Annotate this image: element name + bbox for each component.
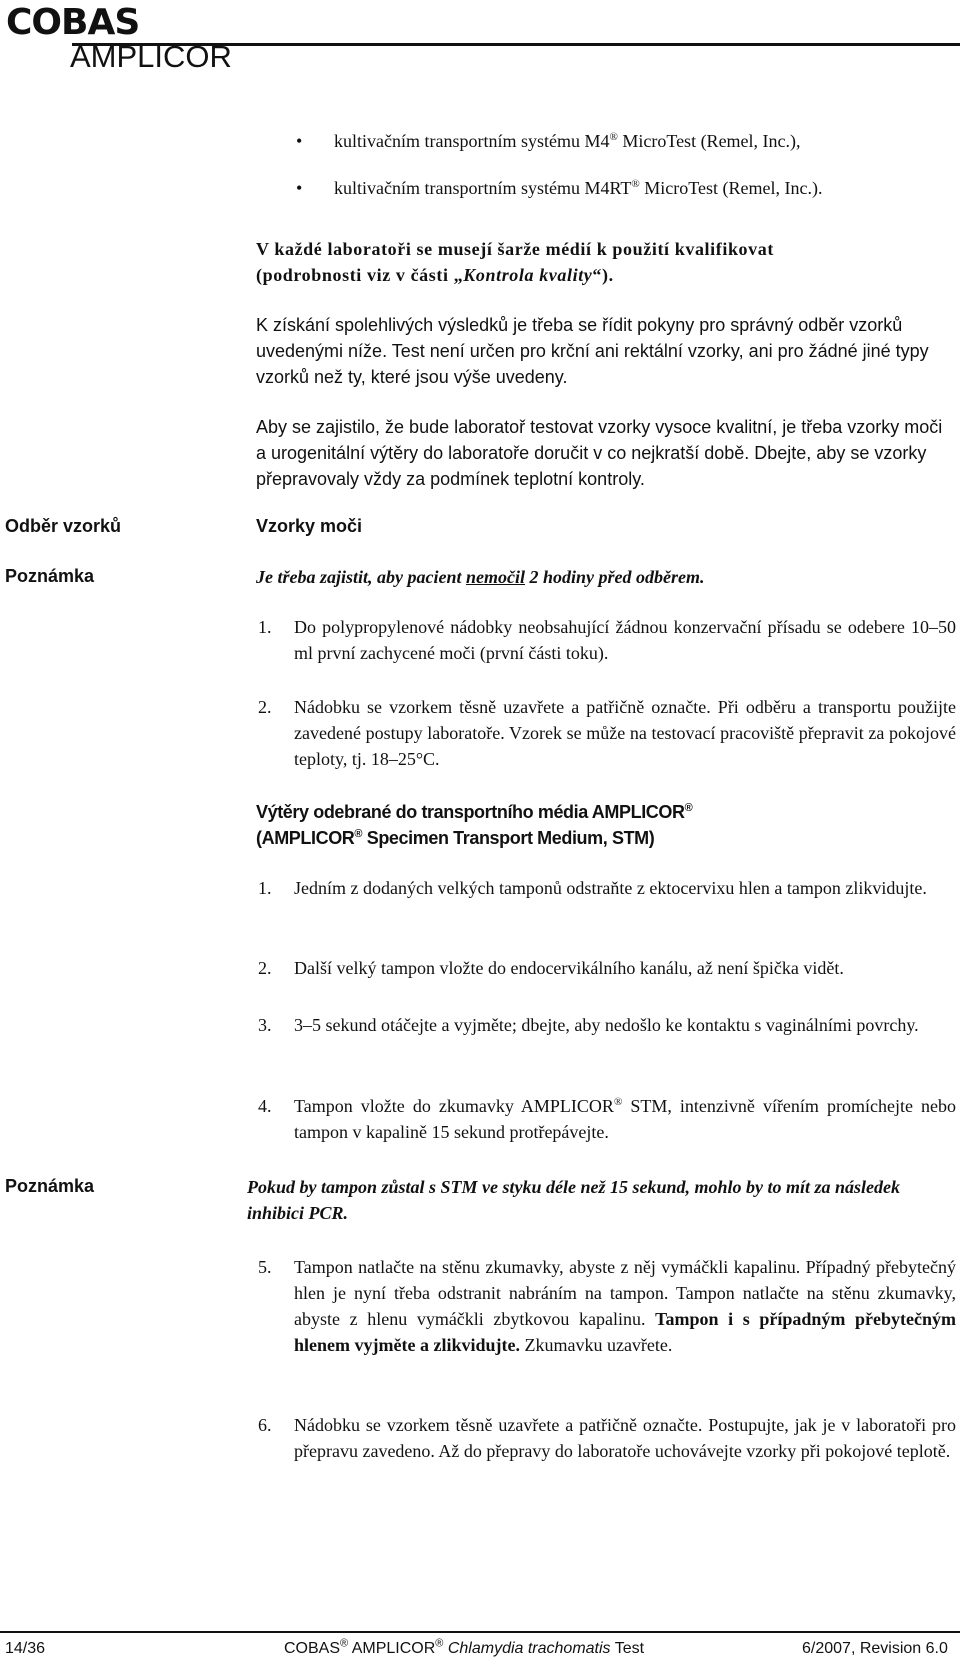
step-number: 3. — [258, 1015, 272, 1035]
step-number: 5. — [258, 1257, 272, 1277]
note-pcr-inhibition: Pokud by tampon zůstal s STM ve styku déle než 15 sekund, mohlo by to mít za následek inhibici PCR. — [247, 1177, 901, 1223]
swab-step: Další velký tampon vložte do endocervikálního kanálu, až není špička vidět. — [294, 958, 844, 978]
note-urine: Je třeba zajistit, aby pacient nemočil 2 hodiny před odběrem. — [256, 567, 705, 587]
cobas-amplicor-logo — [6, 2, 140, 43]
step-number: 1. — [258, 878, 272, 898]
page-number: 14/36 — [5, 1640, 46, 1657]
note-label: Poznámka — [5, 1176, 95, 1196]
qualification-paragraph: V každé laboratoři se musejí šarže médií k použití kvalifikovat (podrobnosti viz v části „Kontrola kvality“). — [256, 239, 774, 285]
logo-amplicor-text: AMPLICOR — [70, 39, 232, 74]
product-name: COBAS® AMPLICOR® Chlamydia trachomatis Test — [284, 1637, 645, 1657]
footer-rule — [0, 1631, 960, 1633]
urine-step: Do polypropylenové nádobky neobsahující žádnou konzervační přísadu se odebere 10–50 ml první zachycené moči (první části toku). — [294, 617, 956, 663]
reliable-results-paragraph: K získání spolehlivých výsledků je třeba se řídit pokyny pro správný odběr vzorků uvedenými níže. Test není určen pro krční ani rektální vzorky, ani pro žádné jiné typy vzorků než ty, které jsou výše uvedeny. — [256, 315, 929, 387]
swab-step: Jedním z dodaných velkých tamponů odstraňte z ektocervixu hlen a tampon zlikvidujte. — [294, 878, 927, 898]
step-number: 1. — [258, 617, 272, 637]
swab-step: 3–5 sekund otáčejte a vyjměte; dbejte, aby nedošlo ke kontaktu s vaginálními povrchy. — [294, 1015, 919, 1035]
bullet-glyph: • — [296, 131, 303, 151]
logo-cobas-text: COBAS — [6, 2, 140, 43]
revision: 6/2007, Revision 6.0 — [802, 1640, 948, 1657]
side-heading-specimen-collection: Odběr vzorků — [5, 516, 122, 536]
transport-paragraph: Aby se zajistilo, že bude laboratoř testovat vzorky vysoce kvalitní, je třeba vzorky moči a urogenitální výtěry do laboratoře doručit v co nejkratší době. Dbejte, aby se vzorky přepravovaly vždy za podmínek teplotní kontroly. — [256, 417, 943, 489]
step-number: 6. — [258, 1415, 272, 1435]
step-number: 4. — [258, 1096, 272, 1116]
swab-heading: Výtěry odebrané do transportního média AMPLICOR® (AMPLICOR® Specimen Transport Medium, STM) — [256, 802, 693, 848]
swab-step: Tampon natlačte na stěnu zkumavky, abyste z něj vymáčkli kapalinu. Případný přebytečný hlen je nyní třeba odstranit nabráním na tampon. Tampon natlačte na stěnu zkumavky, abyste z hlenu vymáčkli zbytkovou kapalinu. Tampon i s případným přebytečným hlenem vyjměte a zlikvidujte. Zkumavku uzavřete. — [294, 1257, 956, 1355]
bullet-item: kultivačním transportním systému M4RT® MicroTest (Remel, Inc.). — [334, 178, 823, 198]
step-number: 2. — [258, 697, 272, 717]
bullet-glyph: • — [296, 178, 303, 198]
urine-heading: Vzorky moči — [256, 516, 363, 536]
note-label: Poznámka — [5, 566, 95, 586]
step-number: 2. — [258, 958, 272, 978]
urine-step: Nádobku se vzorkem těsně uzavřete a patřičně označte. Při odběru a transportu použijte zavedené postupy laboratoře. Vzorek se může na testovací pracoviště přepravit za pokojové teploty, tj. 18–25°C. — [294, 697, 956, 769]
swab-step: Nádobku se vzorkem těsně uzavřete a patřičně označte. Postupujte, jak je v laboratoři pro přepravu zavedeno. Až do přepravy do laboratoře uchovávejte vzorky při pokojové teplotě. — [294, 1415, 956, 1461]
bullet-item: kultivačním transportním systému M4® MicroTest (Remel, Inc.), — [334, 131, 801, 151]
swab-step: Tampon vložte do zkumavky AMPLICOR® STM, intenzivně vířením promíchejte nebo tampon v kapalině 15 sekund protřepávejte. — [294, 1096, 956, 1142]
